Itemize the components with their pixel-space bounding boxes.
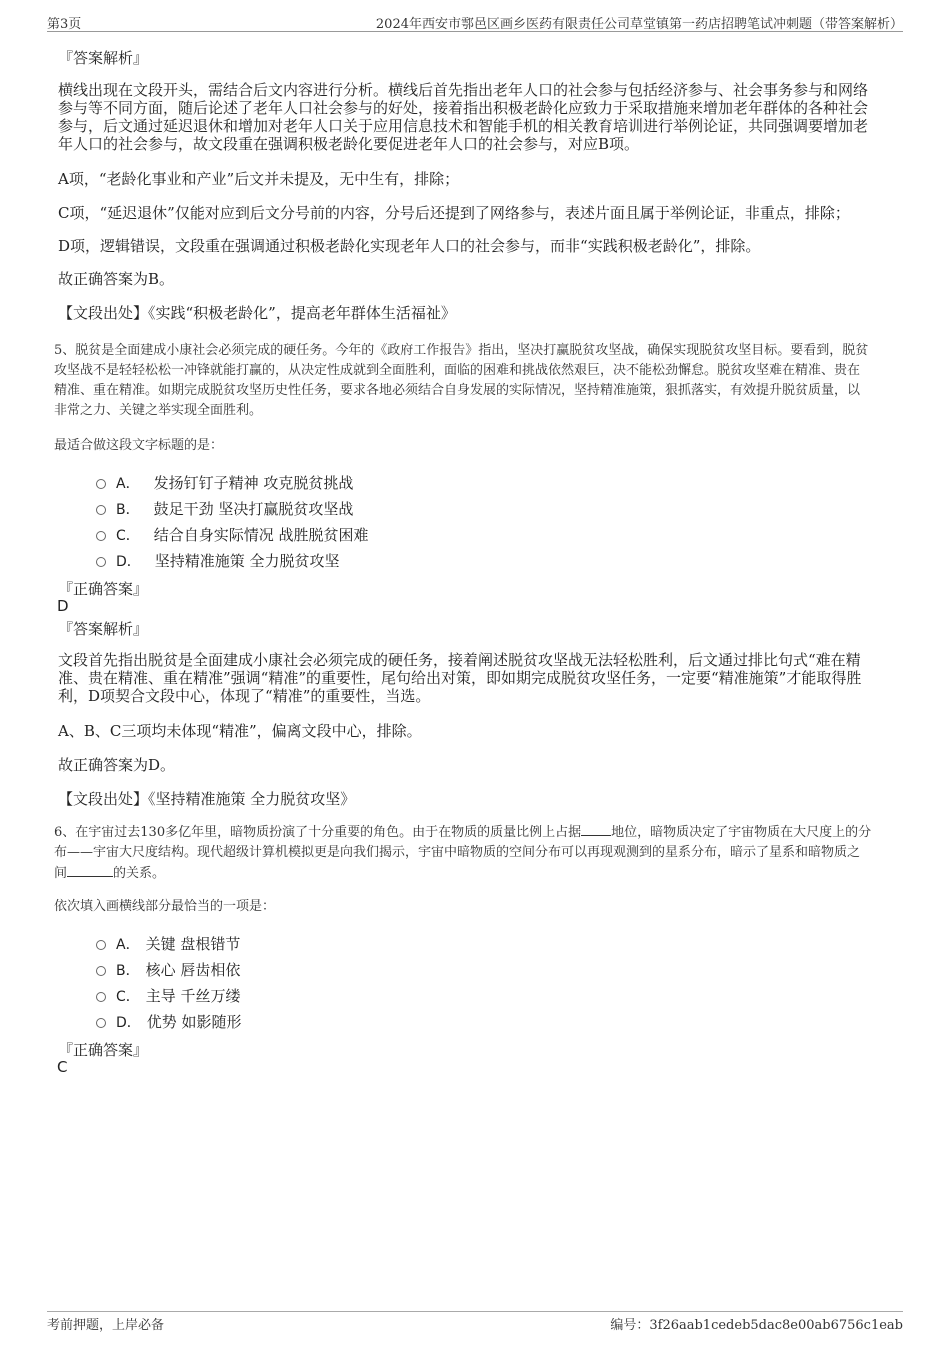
footer-divider bbox=[47, 1311, 903, 1312]
q4-analysis-line: 年人口的社会参与，故文段重在强调积极老龄化要促进老年人口的社会参与，对应B项。 bbox=[58, 135, 640, 153]
q5-stem-line: 精准、重在精准。如期完成脱贫攻坚历史性任务，要求各地必须结合自身发展的实际情况，坚持精准施策，狠抓落实，有效提升脱贫质量，以 bbox=[54, 383, 861, 398]
q5-analysis-line: 准、贵在精准、重在精准”强调“精准”的重要性，尾句给出对策，即如期完成脱贫攻坚任务，一定要“精准施策”才能取得胜 bbox=[58, 669, 862, 687]
q6-blank-2 bbox=[67, 863, 113, 877]
option-text: 坚持精准施策 全力脱贫攻坚 bbox=[154, 552, 340, 570]
option-letter: A． bbox=[116, 475, 140, 492]
q5-analysis-text bbox=[58, 651, 888, 705]
radio-button-icon[interactable] bbox=[96, 940, 106, 950]
q4-analysis-line: 横线出现在文段开头，需结合后文内容进行分析。横线后首先指出老年人口的社会参与包括经济参与、社会事务参与和网络 bbox=[58, 81, 869, 99]
radio-button-icon[interactable] bbox=[96, 557, 106, 567]
radio-button-icon[interactable] bbox=[96, 505, 106, 515]
option-letter: B． bbox=[116, 962, 140, 979]
q5-stem-line: 5、脱贫是全面建成小康社会必须完成的硬任务。今年的《政府工作报告》指出，坚决打赢脱贫攻坚战，确保实现脱贫攻坚目标。要看到，脱贫 bbox=[54, 343, 869, 358]
q5-option-c[interactable] bbox=[96, 524, 369, 545]
q5-stem bbox=[54, 341, 899, 421]
q6-option-c[interactable] bbox=[96, 985, 241, 1006]
q5-source: 【文段出处】《坚持精准施策 全力脱贫攻坚》 bbox=[58, 790, 356, 808]
q5-abc-note: A、B、C三项均未体现“精准”，偏离文段中心，排除。 bbox=[58, 722, 422, 740]
option-text: 主导 千丝万缕 bbox=[145, 987, 241, 1005]
option-text: 核心 唇齿相依 bbox=[145, 961, 241, 979]
q5-option-a[interactable] bbox=[96, 472, 353, 493]
option-text: 结合自身实际情况 战胜脱贫困难 bbox=[153, 526, 369, 544]
q4-analysis-label: 『答案解析』 bbox=[58, 49, 149, 67]
q5-analysis-label: 『答案解析』 bbox=[58, 620, 149, 638]
page-number: 第3页 bbox=[47, 17, 82, 32]
q6-option-a[interactable] bbox=[96, 933, 240, 954]
q4-analysis-text bbox=[58, 81, 888, 153]
q5-analysis-line: 文段首先指出脱贫是全面建成小康社会必须完成的硬任务，接着阐述脱贫攻坚战无法轻松胜利，后文通过排比句式“难在精 bbox=[58, 651, 861, 669]
footer-slogan: 考前押题，上岸必备 bbox=[47, 1318, 165, 1333]
q6-stem-line: 布——宇宙大尺度结构。现代超级计算机模拟更是向我们揭示，宇宙中暗物质的空间分布可以再现观测到的星系分布，暗示了星系和暗物质之 bbox=[54, 845, 861, 860]
q4-option-a-note: A项，“老龄化事业和产业”后文并未提及，无中生有，排除； bbox=[58, 170, 460, 188]
q4-conclusion: 故正确答案为B。 bbox=[58, 270, 175, 288]
option-letter: D． bbox=[116, 553, 141, 570]
option-letter: D． bbox=[116, 1014, 141, 1031]
radio-button-icon[interactable] bbox=[96, 531, 106, 541]
option-letter: B． bbox=[116, 501, 140, 518]
option-letter: C． bbox=[116, 527, 140, 544]
option-text: 发扬钉钉子精神 攻克脱贫挑战 bbox=[153, 474, 354, 492]
radio-button-icon[interactable] bbox=[96, 966, 106, 976]
q5-stem-line: 非常之力、关键之举实现全面胜利。 bbox=[54, 403, 263, 418]
q6-stem-line: 间 的关系。 bbox=[54, 863, 899, 884]
q6-option-b[interactable] bbox=[96, 959, 240, 980]
q6-correct-label: 『正确答案』 bbox=[58, 1041, 149, 1059]
q5-conclusion: 故正确答案为D。 bbox=[58, 756, 176, 774]
q5-prompt: 最适合做这段文字标题的是： bbox=[54, 438, 224, 453]
option-text: 优势 如影随形 bbox=[146, 1013, 242, 1031]
document-title: 2024年西安市鄠邑区画乡医药有限责任公司草堂镇第一药店招聘笔试冲刺题（带答案解析） bbox=[375, 17, 903, 32]
q6-blank-1 bbox=[581, 822, 611, 836]
q6-prompt: 依次填入画横线部分最恰当的一项是： bbox=[54, 899, 276, 914]
option-letter: C． bbox=[116, 988, 140, 1005]
option-text: 关键 盘根错节 bbox=[145, 935, 241, 953]
q4-analysis-line: 参与，后文通过延迟退休和增加对老年人口关于应用信息技术和智能手机的相关教育培训进行举例论证，共同强调要增加老 bbox=[58, 117, 869, 135]
q5-option-d[interactable] bbox=[96, 550, 340, 571]
q5-correct-answer: D bbox=[57, 597, 69, 615]
q6-correct-answer: C bbox=[57, 1058, 68, 1076]
option-letter: A． bbox=[116, 936, 140, 953]
option-text: 鼓足干劲 坚决打赢脱贫攻坚战 bbox=[153, 500, 354, 518]
q4-option-d-note: D项，逻辑错误，文段重在强调通过积极老龄化实现老年人口的社会参与，而非“实践积极老龄化”，排除。 bbox=[58, 237, 761, 255]
radio-button-icon[interactable] bbox=[96, 479, 106, 489]
q6-stem bbox=[54, 822, 899, 884]
radio-button-icon[interactable] bbox=[96, 992, 106, 1002]
q5-option-b[interactable] bbox=[96, 498, 353, 519]
q4-option-c-note: C项，“延迟退休”仅能对应到后文分号前的内容，分号后还提到了网络参与，表述片面且属于举例论证，非重点，排除； bbox=[58, 204, 850, 222]
q6-option-d[interactable] bbox=[96, 1011, 242, 1032]
q4-analysis-line: 参与等不同方面，随后论述了老年人口社会参与的好处，接着指出积极老龄化应致力于采取措施来增加老年群体的各种社会 bbox=[58, 99, 869, 117]
q6-stem-line: 6、在宇宙过去130多亿年里，暗物质扮演了十分重要的角色。由于在物质的质量比例上占据 地位，暗物质决定了宇宙物质在大尺度上的分 bbox=[54, 822, 899, 843]
header-divider bbox=[47, 31, 903, 32]
q5-stem-line: 攻坚战不是轻轻松松一冲锋就能打赢的，从决定性成就到全面胜利，面临的困难和挑战依然艰巨，决不能松劲懈怠。脱贫攻坚难在精准、贵在 bbox=[54, 363, 861, 378]
q5-correct-label: 『正确答案』 bbox=[58, 580, 149, 598]
q5-analysis-line: 利，D项契合文段中心，体现了“精准”的重要性，当选。 bbox=[58, 687, 431, 705]
q4-source: 【文段出处】《实践“积极老龄化”，提高老年群体生活福祉》 bbox=[58, 304, 456, 322]
radio-button-icon[interactable] bbox=[96, 1018, 106, 1028]
document-id: 编号：3f26aab1cedeb5dac8e00ab6756c1eab bbox=[610, 1318, 903, 1333]
